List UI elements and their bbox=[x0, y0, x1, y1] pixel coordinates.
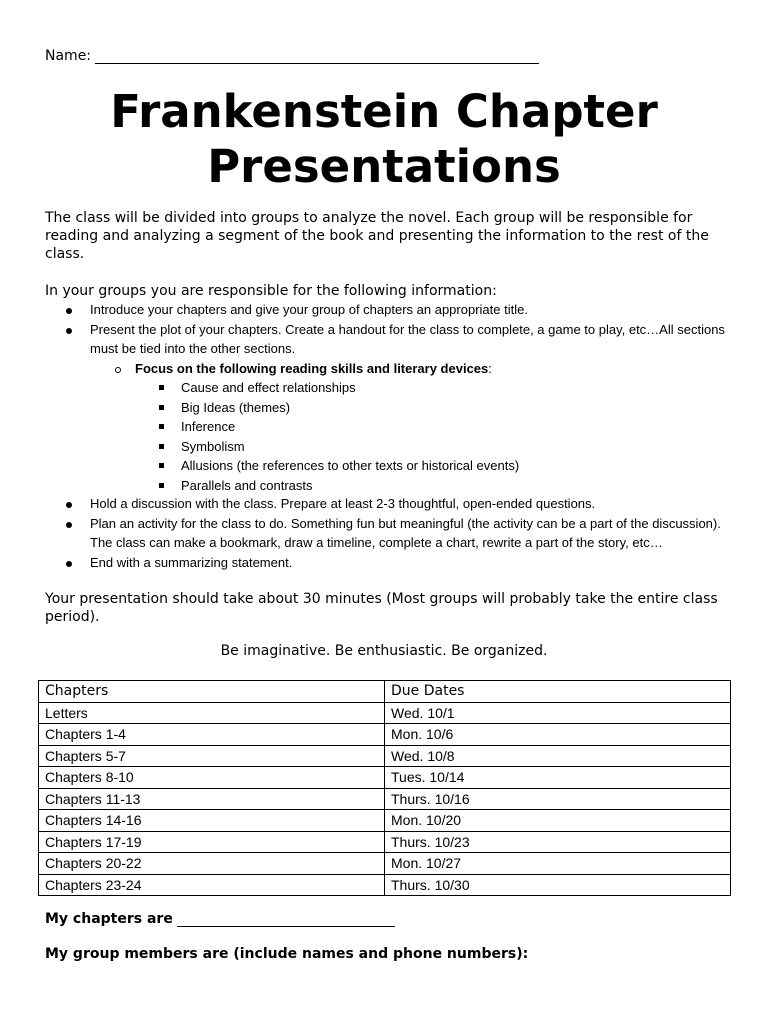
due-date-cell: Wed. 10/8 bbox=[385, 745, 731, 767]
square-bullet-icon bbox=[159, 463, 164, 468]
skill-item: Allusions (the references to other texts or historical events) bbox=[0, 456, 768, 476]
table-row bbox=[39, 767, 731, 789]
due-date-cell: Mon. 10/20 bbox=[385, 810, 731, 832]
due-date-cell: Wed. 10/1 bbox=[385, 702, 731, 724]
skill-item: Inference bbox=[0, 417, 768, 437]
square-bullet-icon bbox=[159, 424, 164, 429]
duration-paragraph: Your presentation should take about 30 minutes (Most groups will probably take the entire class period). bbox=[45, 591, 718, 625]
square-bullet-icon bbox=[159, 405, 164, 410]
chapters-cell: Letters bbox=[39, 702, 385, 724]
chapters-cell: Chapters 17-19 bbox=[39, 831, 385, 853]
skill-item: Parallels and contrasts bbox=[0, 476, 768, 496]
motto: Be imaginative. Be enthusiastic. Be organized. bbox=[220, 643, 548, 659]
activities-list bbox=[0, 494, 768, 572]
skill-item: Cause and effect relationships bbox=[0, 378, 768, 398]
intro-paragraph: The class will be divided into groups to analyze the novel. Each group will be responsible for reading and analyzing a segment of the book and presenting the information to the rest of the class. bbox=[45, 210, 709, 262]
table-row bbox=[39, 853, 731, 875]
table-row bbox=[39, 831, 731, 853]
bullet-icon bbox=[66, 561, 72, 567]
chapters-cell: Chapters 20-22 bbox=[39, 853, 385, 875]
bullet-icon bbox=[66, 502, 72, 508]
table-header-row bbox=[39, 681, 731, 703]
schedule-table bbox=[38, 680, 731, 896]
due-date-cell: Thurs. 10/16 bbox=[385, 788, 731, 810]
bullet-icon bbox=[66, 308, 72, 314]
my-chapters-row bbox=[45, 910, 395, 927]
due-date-cell: Thurs. 10/23 bbox=[385, 831, 731, 853]
due-date-cell: Mon. 10/27 bbox=[385, 853, 731, 875]
focus-sub-item: Focus on the following reading skills and literary devices: bbox=[0, 359, 768, 379]
list-item: Present the plot of your chapters. Create a handout for the class to complete, a game to play, etc…All sections must be tied into the other sections. bbox=[0, 320, 730, 359]
list-item: Plan an activity for the class to do. Something fun but meaningful (the activity can be a part of the discussion). The class can make a bookmark, draw a timeline, complete a chart, rewrite a part of the story, etc… bbox=[0, 514, 730, 553]
square-bullet-icon bbox=[159, 483, 164, 488]
name-field-row bbox=[45, 47, 539, 64]
title-line-1: Frankenstein Chapter bbox=[110, 85, 658, 138]
skill-item: Symbolism bbox=[0, 437, 768, 457]
due-date-cell: Mon. 10/6 bbox=[385, 724, 731, 746]
name-blank-line[interactable] bbox=[95, 47, 539, 64]
title-line-2: Presentations bbox=[207, 140, 561, 193]
due-date-cell: Thurs. 10/30 bbox=[385, 874, 731, 896]
chapters-cell: Chapters 8-10 bbox=[39, 767, 385, 789]
table-row bbox=[39, 702, 731, 724]
my-chapters-label: My chapters are bbox=[45, 911, 173, 927]
chapters-cell: Chapters 11-13 bbox=[39, 788, 385, 810]
chapters-cell: Chapters 14-16 bbox=[39, 810, 385, 832]
document-title bbox=[0, 84, 768, 194]
bullet-icon bbox=[66, 328, 72, 334]
table-row bbox=[39, 745, 731, 767]
table-row bbox=[39, 874, 731, 896]
table-row bbox=[39, 810, 731, 832]
focus-label: Focus on the following reading skills and literary devices bbox=[135, 360, 489, 376]
column-header-due-dates: Due Dates bbox=[385, 681, 731, 703]
chapters-cell: Chapters 23-24 bbox=[39, 874, 385, 896]
table-row bbox=[39, 724, 731, 746]
groups-intro-paragraph: In your groups you are responsible for the following information: bbox=[45, 283, 497, 299]
due-date-cell: Tues. 10/14 bbox=[385, 767, 731, 789]
chapters-cell: Chapters 5-7 bbox=[39, 745, 385, 767]
responsibilities-list bbox=[0, 300, 768, 495]
table-row bbox=[39, 788, 731, 810]
bullet-icon bbox=[66, 522, 72, 528]
list-item: End with a summarizing statement. bbox=[0, 553, 730, 573]
my-chapters-blank-line[interactable] bbox=[177, 910, 395, 927]
square-bullet-icon bbox=[159, 385, 164, 390]
column-header-chapters: Chapters bbox=[39, 681, 385, 703]
chapters-cell: Chapters 1-4 bbox=[39, 724, 385, 746]
group-members-label: My group members are (include names and phone numbers): bbox=[45, 946, 529, 962]
skill-item: Big Ideas (themes) bbox=[0, 398, 768, 418]
list-item: Hold a discussion with the class. Prepare at least 2-3 thoughtful, open-ended questions. bbox=[0, 494, 730, 514]
circle-bullet-icon bbox=[115, 367, 121, 373]
square-bullet-icon bbox=[159, 444, 164, 449]
name-label: Name: bbox=[45, 48, 92, 64]
list-item: Introduce your chapters and give your group of chapters an appropriate title. bbox=[0, 300, 730, 320]
